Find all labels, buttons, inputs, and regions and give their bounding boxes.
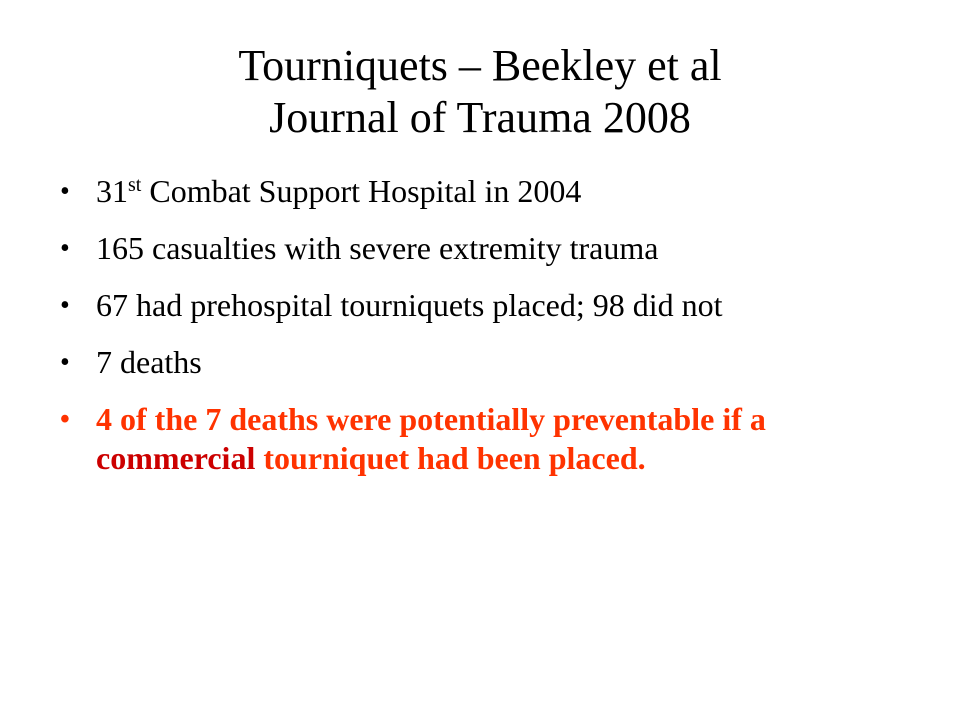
title-line-2: Journal of Trauma 2008 [269,93,691,142]
hospital-number: 31 [96,173,128,209]
bullet-item-tourniquets [60,286,880,325]
bullet-marker: • [60,176,70,207]
preventable-text-before: 4 of the 7 deaths were potentially preventable if a [96,401,766,437]
title-line-1: Tourniquets – Beekley et al [238,41,722,90]
ordinal-superscript: st [128,174,142,196]
preventable-text-after: tourniquet had been placed. [255,440,646,476]
bullet-marker: • [60,347,70,378]
tourniquets-text: 67 had prehospital tourniquets placed; 98 did not [96,287,723,323]
bullet-item-preventable [60,400,880,478]
bullet-marker: • [60,290,70,321]
bullet-list [60,172,880,478]
bullet-marker: • [60,233,70,264]
casualties-text: 165 casualties with severe extremity trauma [96,230,659,266]
bullet-item-deaths [60,343,880,382]
hospital-text: Combat Support Hospital in 2004 [141,173,582,209]
bullet-marker: • [60,404,70,435]
slide-title [0,40,960,144]
commercial-highlight: commercial [96,440,256,476]
bullet-item-casualties [60,229,880,268]
deaths-text: 7 deaths [96,344,202,380]
bullet-item-hospital [60,172,880,211]
